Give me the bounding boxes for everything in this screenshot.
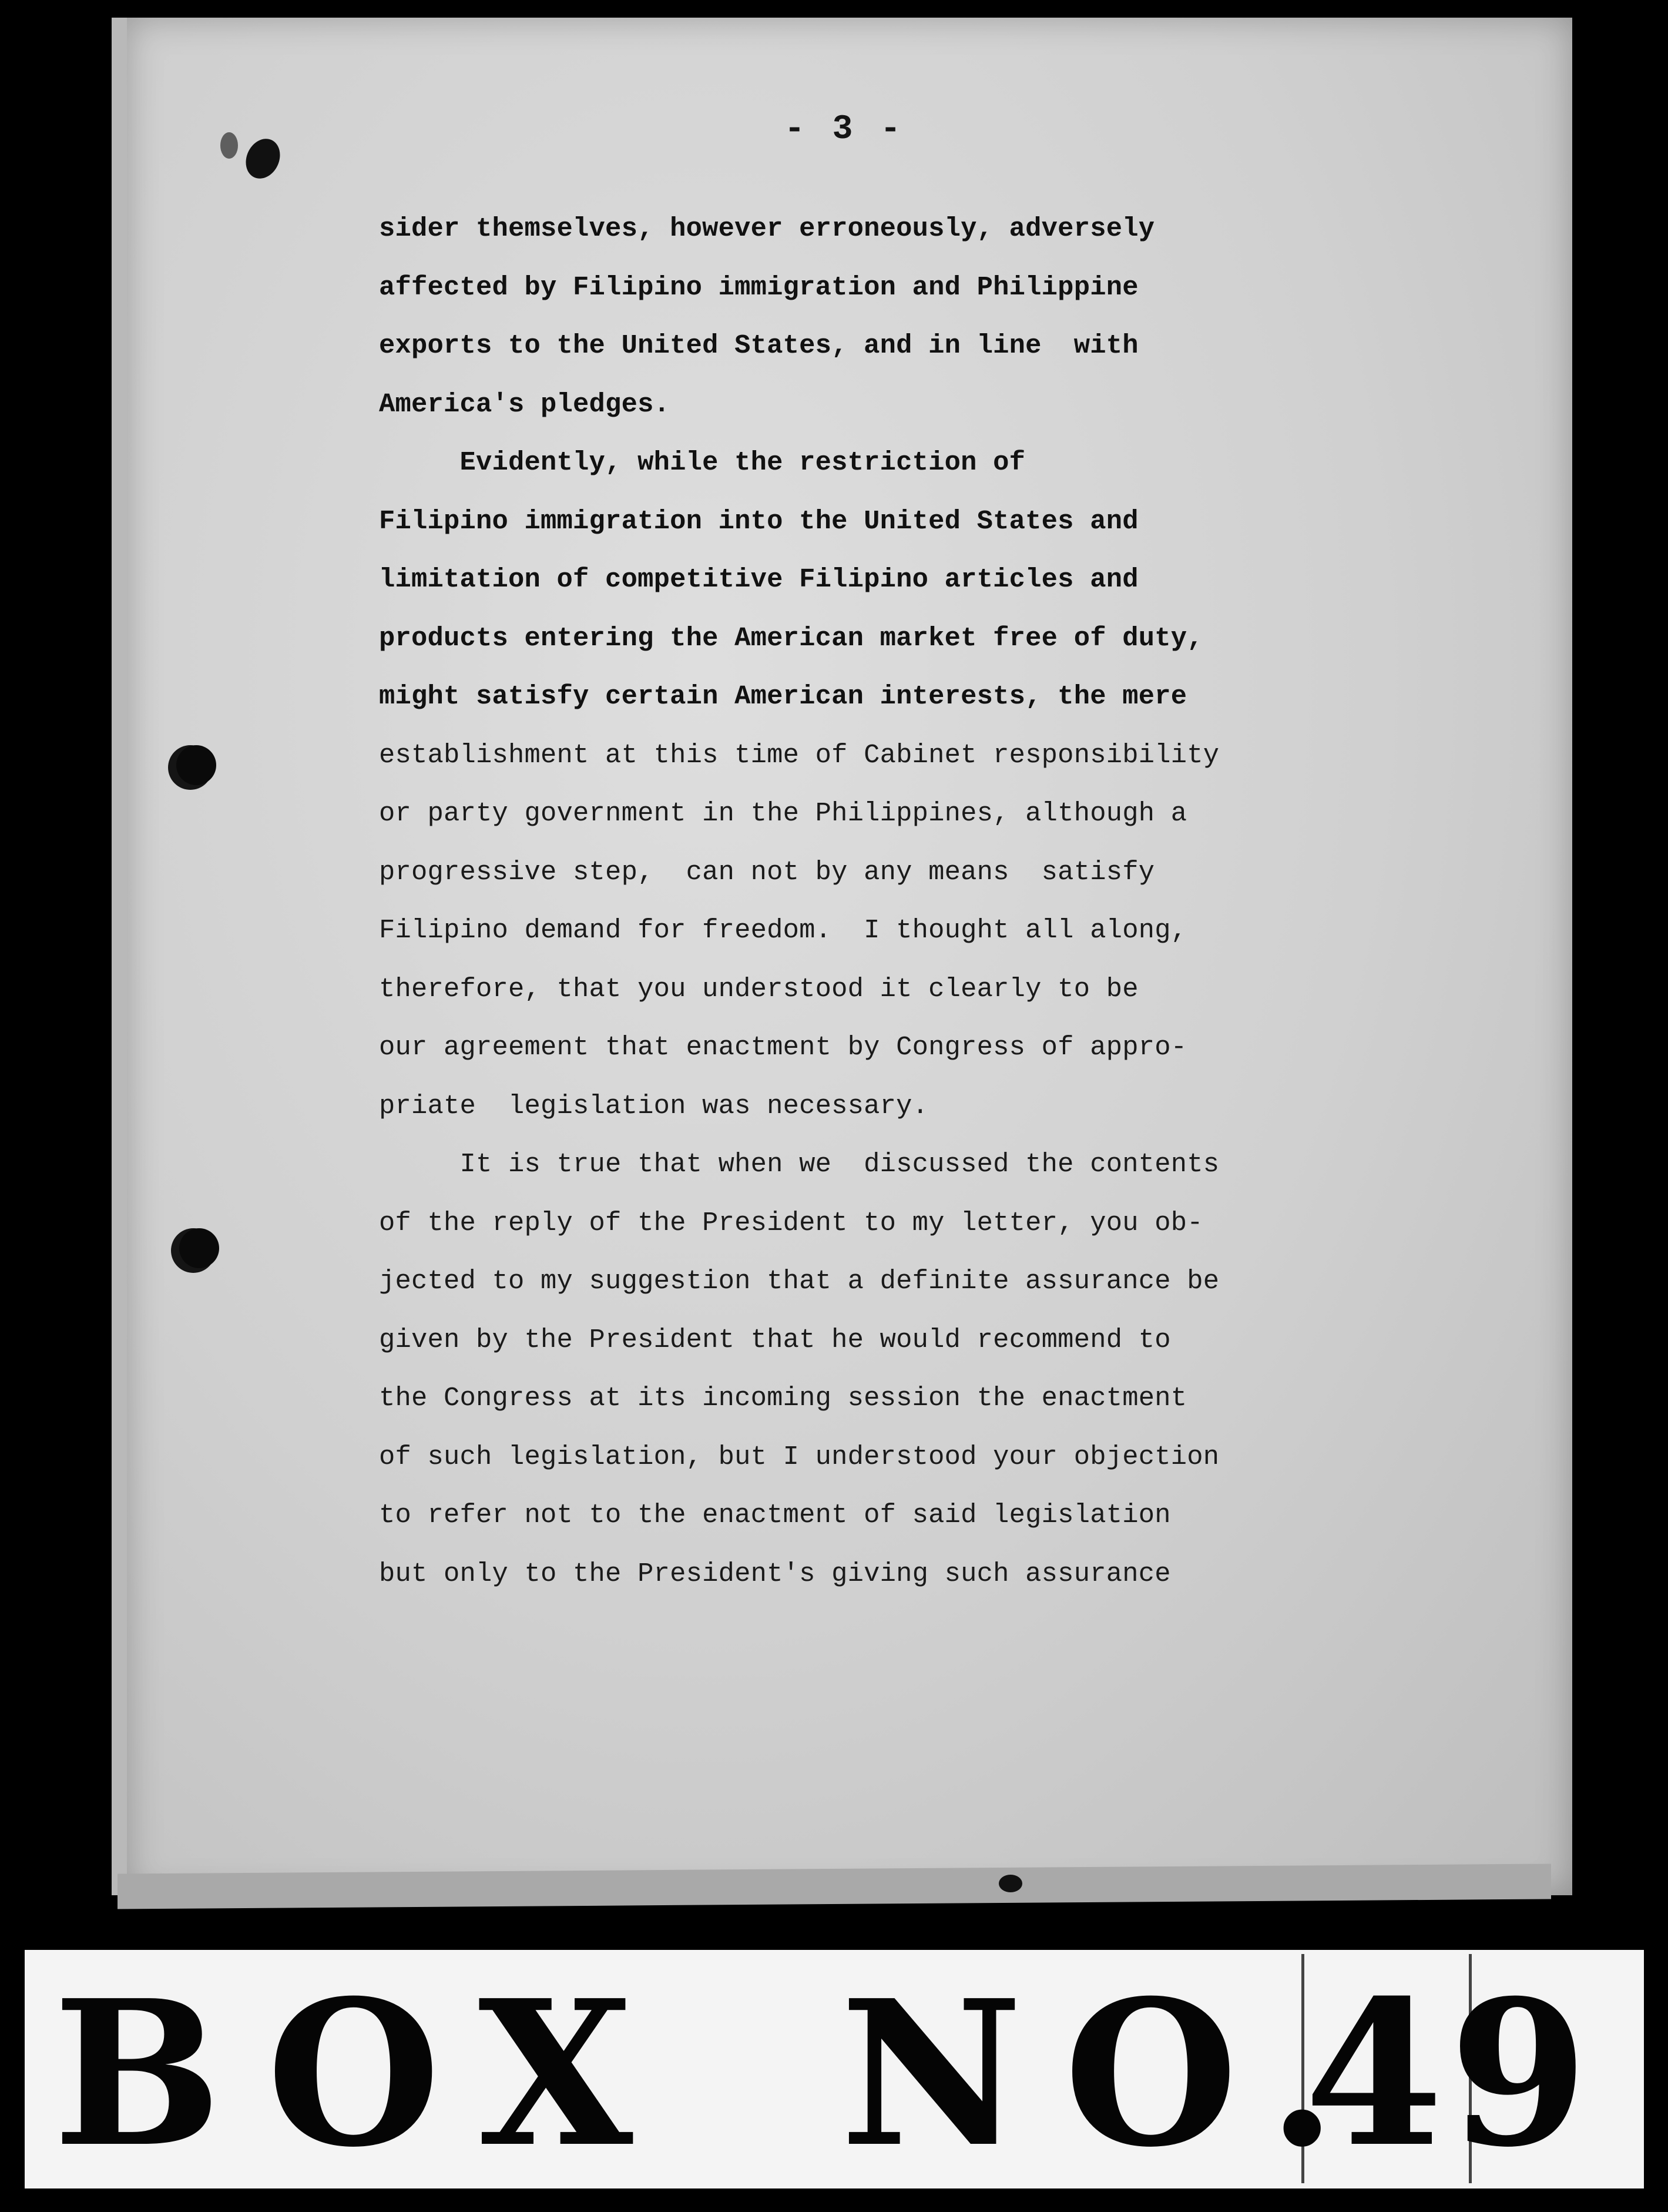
text-line: products entering the American market free of duty, [379, 622, 1203, 653]
text-line: but only to the President's giving such assurance [379, 1558, 1171, 1589]
punch-hole-upper [176, 745, 216, 785]
text-line: progressive step, can not by any means satisfy [379, 856, 1155, 887]
text-line: might satisfy certain American interests, the mere [379, 681, 1187, 712]
punch-hole-lower [179, 1228, 219, 1268]
typed-letter-body [379, 200, 1507, 1603]
text-line: America's pledges. [379, 388, 670, 420]
text-line: sider themselves, however erroneously, adversely [379, 213, 1155, 244]
text-line: jected to my suggestion that a definite assurance be [379, 1266, 1220, 1296]
text-line: establishment at this time of Cabinet responsibility [379, 739, 1220, 770]
ink-smudge-small [220, 132, 238, 159]
box-label-no: NO. [840, 1957, 1378, 2191]
text-line: Filipino immigration into the United States and [379, 505, 1139, 537]
text-line: priate legislation was necessary. [379, 1090, 929, 1121]
text-line: of such legislation, but I understood your objection [379, 1441, 1220, 1472]
text-line: limitation of competitive Filipino articles and [379, 564, 1139, 595]
text-line: Evidently, while the restriction of [379, 447, 1026, 478]
box-label-number: 49 [1304, 1957, 1595, 2191]
text-line: exports to the United States, and in line with [379, 330, 1139, 361]
text-line: to refer not to the enactment of said legislation [379, 1500, 1171, 1530]
text-line: or party government in the Philippines, although a [379, 798, 1187, 829]
text-line: given by the President that he would recommend to [379, 1324, 1171, 1355]
box-label-word: BOX [53, 1957, 674, 2191]
text-line: It is true that when we discussed the contents [379, 1149, 1220, 1179]
text-line: Filipino demand for freedom. I thought all along, [379, 915, 1187, 946]
page-number: - 3 - [784, 110, 905, 149]
text-line: therefore, that you understood it clearly to be [379, 973, 1139, 1004]
text-line: affected by Filipino immigration and Philippine [379, 272, 1139, 303]
text-line: the Congress at its incoming session the enactment [379, 1383, 1187, 1413]
ink-spot-bottom [999, 1875, 1022, 1892]
text-line: our agreement that enactment by Congress of appro- [379, 1032, 1187, 1063]
text-line: of the reply of the President to my letter, you ob- [379, 1207, 1203, 1238]
